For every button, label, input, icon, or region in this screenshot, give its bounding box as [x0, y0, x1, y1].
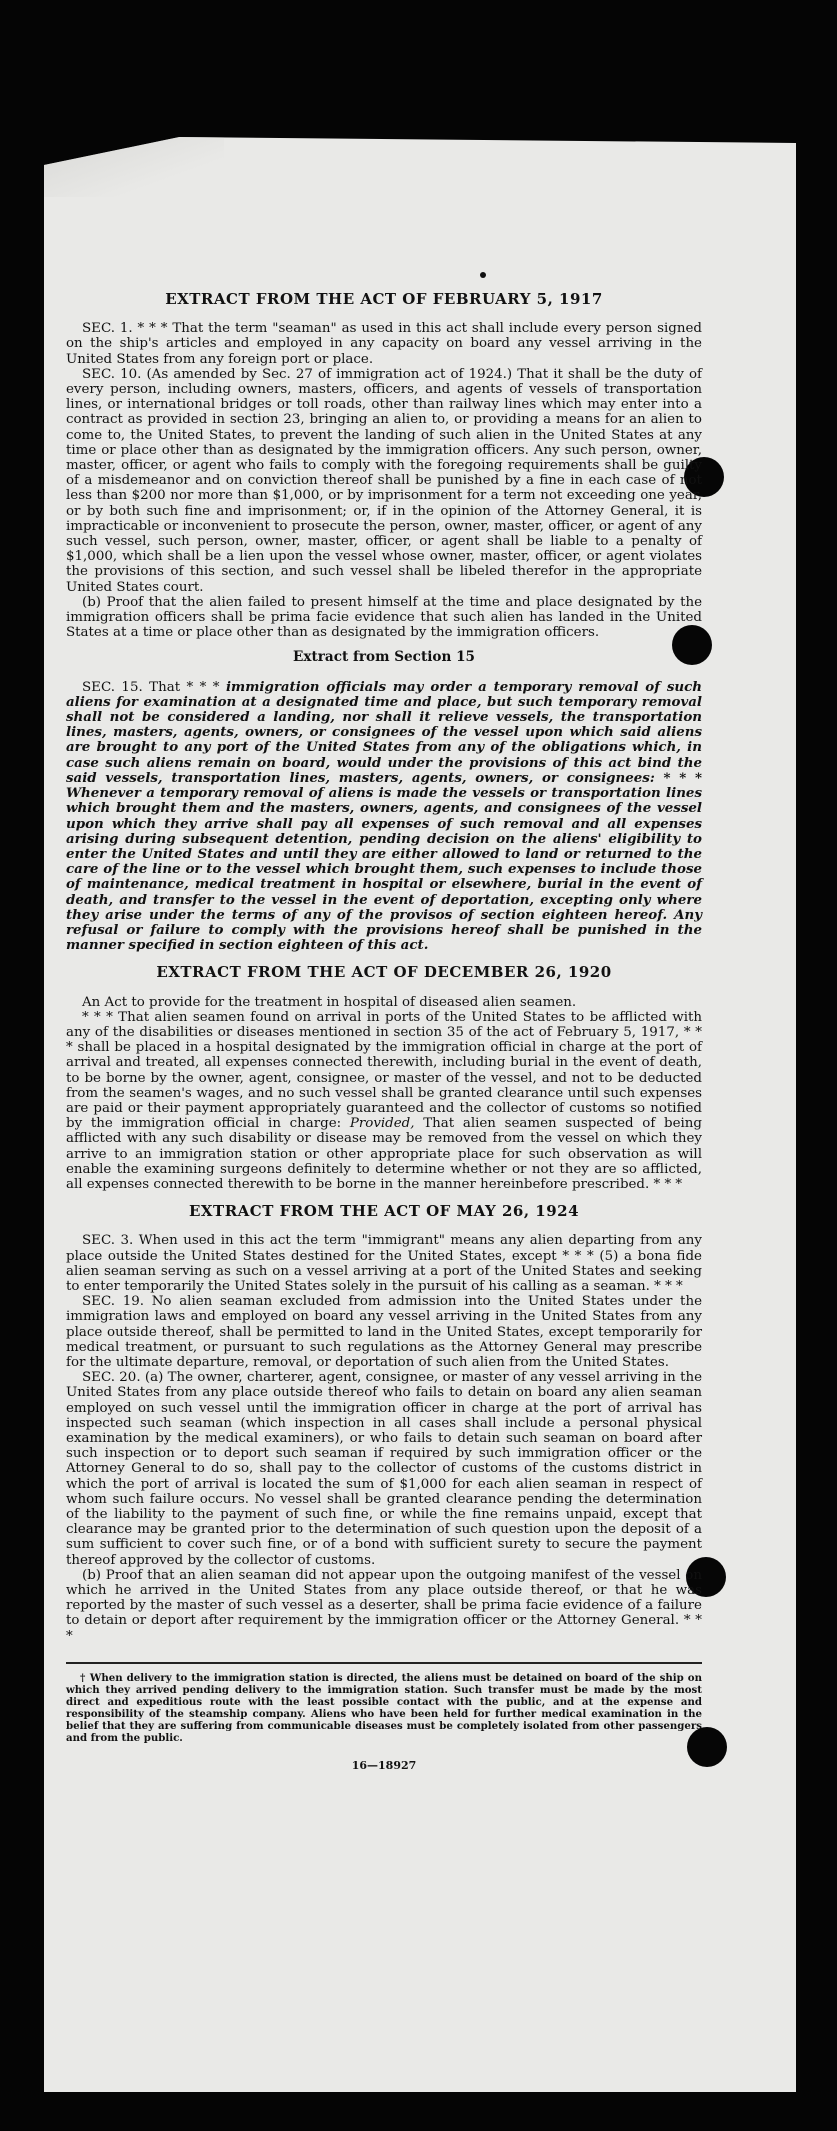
heading-act-1920: EXTRACT FROM THE ACT OF DECEMBER 26, 1920: [156, 963, 612, 982]
heading-section-15: Extract from Section 15: [293, 649, 475, 666]
section-15-lead: SEC. 15. That * * *: [82, 679, 226, 695]
act-1920-text-a: * * * That alien seamen found on arrival in ports of the United States to be afflicted with any of the disabilities or diseases mentioned in section 35 of the act of February 5, 1917, * * * shall be placed in a hospital designated by the immigration official in charge at the port of arrival and treated, all expenses connected therewith, including burial in the event of death, to be borne by the owner, agent, consignee, or master of the vessel, and not to be deducted from the seamen's wages, and no such vessel shall be granted clearance until such expenses are paid or their payment appropriately guaranteed and the collector of customs so notified by the immigration official in charge:: [66, 1009, 702, 1132]
act-1920-paragraph: [66, 1010, 702, 1192]
section-15-body: immigration officials may order a temporary removal of such aliens for examination at a designated time and place, but such temporary removal shall not be considered a landing, nor shall it relieve vessels, the transportation lines, masters, agents, owners, or consignees of the vessel upon which said aliens are brought to any port of the United States from any of the obligations which, in case such aliens remain on board, would under the provisions of this act bind the said vessels, transportation lines, masters, agents, owners, or consignees: * * * Whenever a temporary removal of aliens is made the vessels or transportation lines which brought them and the masters, owners, agents, and consignees of the vessel upon which they arrive shall pay all expenses of such removal and all expenses arising during subsequent detention, pending decision on the aliens' eligibility to enter the United States and until they are either allowed to land or returned to the care of the line or to the vessel which brought them, such expenses to include those of maintenance, medical treatment in hospital or elsewhere, burial in the event of death, and transfer to the vessel in the event of deportation, excepting only where they arise under the terms of any of the provisos of section eighteen hereof. Any refusal or failure to comply with the provisions hereof shall be punished in the manner specified in section eighteen of this act.: [66, 678, 702, 954]
section-15-paragraph: [66, 680, 702, 954]
section-20b-paragraph: (b) Proof that an alien seaman did not appear upon the outgoing manifest of the vessel on which he arrived in the United States from any place outside thereof, or that he was reported by the master of such vessel as a deserter, shall be prima facie evidence of a failure to detain or deport after requirement by the immigration officer or the Attorney General. * * *: [66, 1567, 702, 1644]
form-number: 16—18927: [351, 1758, 417, 1772]
section-3-paragraph: SEC. 3. When used in this act the term "immigrant" means any alien departing from any place outside the United States destined for the United States, except * * * (5) a bona fide alien seaman serving as such on a vessel arriving at a port of the United States and seeking to enter temporarily the United States solely in the pursuit of his calling as a seaman. * * *: [66, 1233, 702, 1294]
section-10-paragraph: SEC. 10. (As amended by Sec. 27 of immigration act of 1924.) That it shall be the duty of every person, including owners, masters, officers, and agents of vessels of transportation lines, or international bridges or toll roads, other than railway lines which may enter into a contract as provided in section 23, bringing an alien to, or providing a means for an alien to come to, the United States, to prevent the landing of such alien in the United States at any time or place other than as designated by the immigration officers. Any such person, owner, master, officer, or agent who fails to comply with the foregoing requirements shall be guilty of a misdemeanor and on conviction thereof shall be punished by a fine in each case of not less than $200 nor more than $1,000, or by imprisonment for a term not exceeding one year, or by both such fine and imprisonment; or, if in the opinion of the Attorney General, it is impracticable or inconvenient to prosecute the person, owner, master, officer, or agent of any such vessel, such person, owner, master, officer, or agent shall be liable to a penalty of $1,000, which shall be a lien upon the vessel whose owner, master, officer, or agent violates the provisions of this section, and such vessel shall be libeled therefor in the appropriate United States court.: [66, 366, 702, 595]
footnote-text: † When delivery to the immigration station is directed, the aliens must be detained on board of the ship on which they arrived pending delivery to the immigration station. Such transfer must be made by the most direct and expeditious route with the least possible contact with the public, and at the expense and responsibility of the steamship company. Aliens who have been held for further medical examination in the belief that they are suffering from communicable diseases must be completely isolated from other passengers and from the public.: [66, 1671, 702, 1744]
act-1920-text-b: That alien seamen suspected of being afflicted with any such disability or disease may be removed from the vessel on which they arrive to an immigration station or other appropriate place for such observation as will enable the examining surgeons definitely to determine whether or not they are so afflicted, all expenses connected therewith to be borne in the manner hereinbefore prescribed. * * *: [66, 1116, 702, 1192]
heading-act-1917: EXTRACT FROM THE ACT OF FEBRUARY 5, 1917: [165, 290, 603, 308]
document-content: [66, 150, 702, 1773]
act-1920-proviso: Provided,: [349, 1116, 415, 1132]
footnote-divider: [66, 1662, 702, 1664]
section-20a-paragraph: SEC. 20. (a) The owner, charterer, agent, consignee, or master of any vessel arriving in the United States from any place outside thereof who fails to detain on board any alien seaman employed on such vessel until the immigration officer in charge at the port of arrival has inspected such seaman (which inspection in all cases shall include a personal physical examination by the medical examiners), or who fails to detain such seaman on board after such inspection or to deport such seaman if required by such immigration officer or the Attorney General to do so, shall pay to the collector of customs of the customs district in which the port of arrival is located the sum of $1,000 for each alien seaman in respect of whom such failure occurs. No vessel shall be granted clearance pending the determination of the liability to the payment of such fine, or while the fine remains unpaid, except that clearance may be granted prior to the determination of such question upon the deposit of a sum sufficient to cover such fine, or of a bond with sufficient surety to secure the payment thereof approved by the collector of customs.: [66, 1370, 702, 1568]
heading-act-1924: EXTRACT FROM THE ACT OF MAY 26, 1924: [188, 1202, 580, 1221]
section-10b-paragraph: (b) Proof that the alien failed to present himself at the time and place designated by the immigration officers shall be prima facie evidence that such alien has landed in the United States at a time or place other than as designated by the immigration officers.: [66, 594, 702, 641]
act-1920-title: An Act to provide for the treatment in hospital of diseased alien seamen.: [82, 994, 577, 1010]
section-19-paragraph: SEC. 19. No alien seaman excluded from admission into the United States under the immigration laws and employed on board any vessel arriving in the United States from any place outside thereof, shall be permitted to land in the United States, except temporarily for medical treatment, or pursuant to such regulations as the Attorney General may prescribe for the ultimate departure, removal, or deportation of such alien from the United States.: [66, 1294, 702, 1370]
section-1-paragraph: SEC. 1. * * * That the term "seaman" as used in this act shall include every person signed on the ship's articles and employed in any capacity on board any vessel arriving in the United States from any foreign port or place.: [66, 321, 702, 367]
